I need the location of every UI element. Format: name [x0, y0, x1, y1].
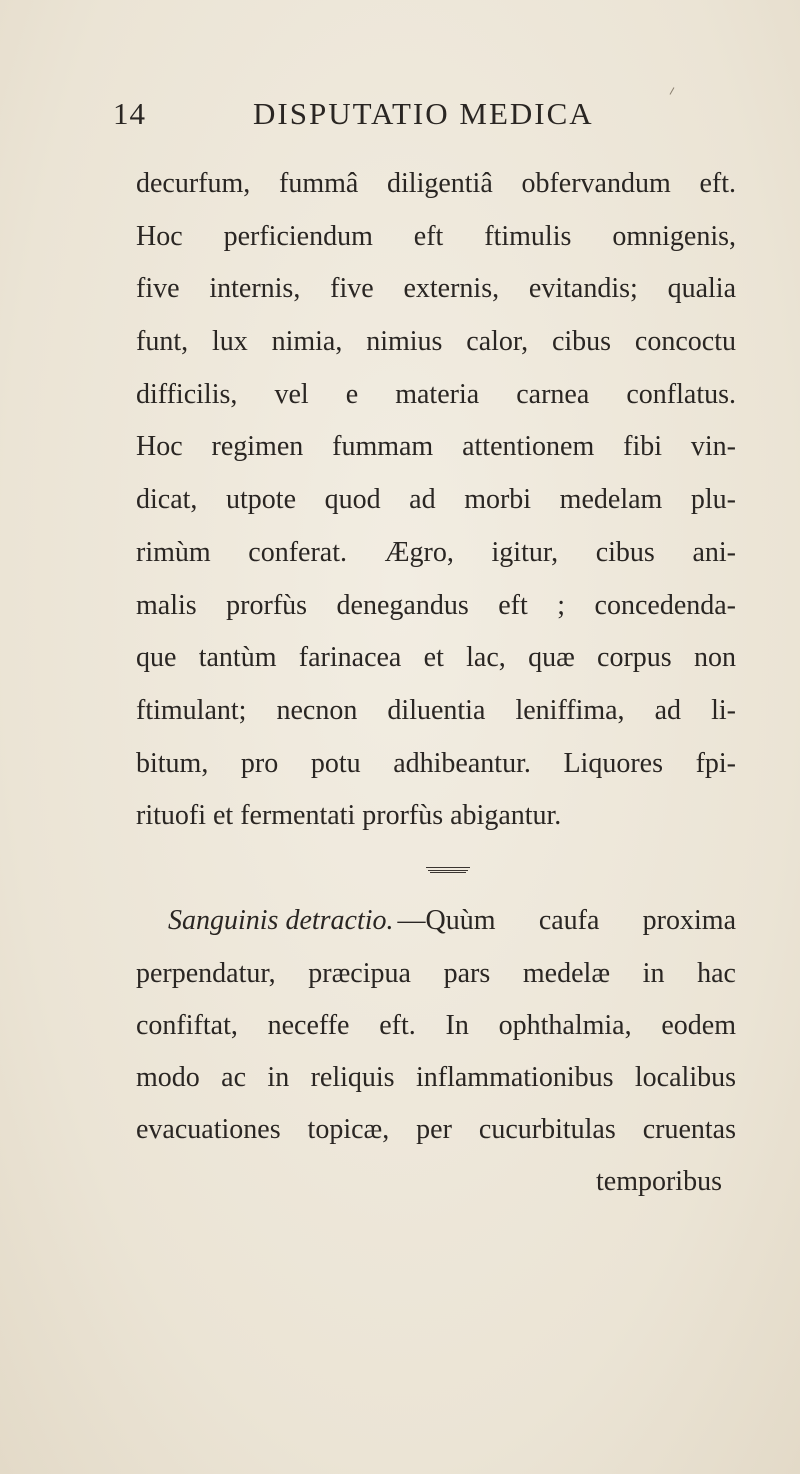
text-line: modo ac in reliquis inflammationibus localibus: [136, 1062, 736, 1093]
heading-continuation: —Quùm caufa proxima: [397, 905, 736, 936]
text-line: evacuationes topicæ, per cucurbitulas cruentas: [136, 1114, 736, 1145]
text-line: five internis, five externis, evitandis; qualia: [136, 273, 736, 304]
section-divider: [426, 867, 470, 873]
section-heading: Sanguinis detractio.: [168, 905, 394, 936]
text-line-heading: [168, 904, 736, 938]
text-line: confiftat, neceffe eft. In ophthalmia, eodem: [136, 1010, 736, 1041]
text-line: difficilis, vel e materia carnea conflatus.: [136, 379, 736, 410]
text-line: malis prorfùs denegandus eft ; concedenda-: [136, 590, 736, 621]
text-line: rituofi et fermentati prorfùs abigantur.: [136, 800, 562, 831]
catchword: temporibus: [596, 1166, 722, 1197]
ink-mark: [663, 83, 675, 94]
text-line: que tantùm farinacea et lac, quæ corpus non: [136, 642, 736, 673]
text-line: Hoc perficiendum eft ftimulis omnigenis,: [136, 221, 736, 252]
text-line: dicat, utpote quod ad morbi medelam plu-: [136, 484, 736, 515]
page-number: 14: [113, 96, 146, 131]
text-line: perpendatur, præcipua pars medelæ in hac: [136, 958, 736, 989]
text-line: ftimulant; necnon diluentia leniffima, ad li-: [136, 695, 736, 726]
text-line: rimùm conferat. Ægro, igitur, cibus ani-: [136, 537, 736, 568]
page-header: [0, 96, 800, 146]
text-line: Hoc regimen fummam attentionem fibi vin-: [136, 431, 736, 462]
running-head: DISPUTATIO MEDICA: [253, 96, 594, 131]
text-line: bitum, pro potu adhibeantur. Liquores fpi-: [136, 748, 736, 779]
text-line: funt, lux nimia, nimius calor, cibus concoctu: [136, 326, 736, 357]
text-line: decurfum, fummâ diligentiâ obfervandum eft.: [136, 168, 736, 199]
